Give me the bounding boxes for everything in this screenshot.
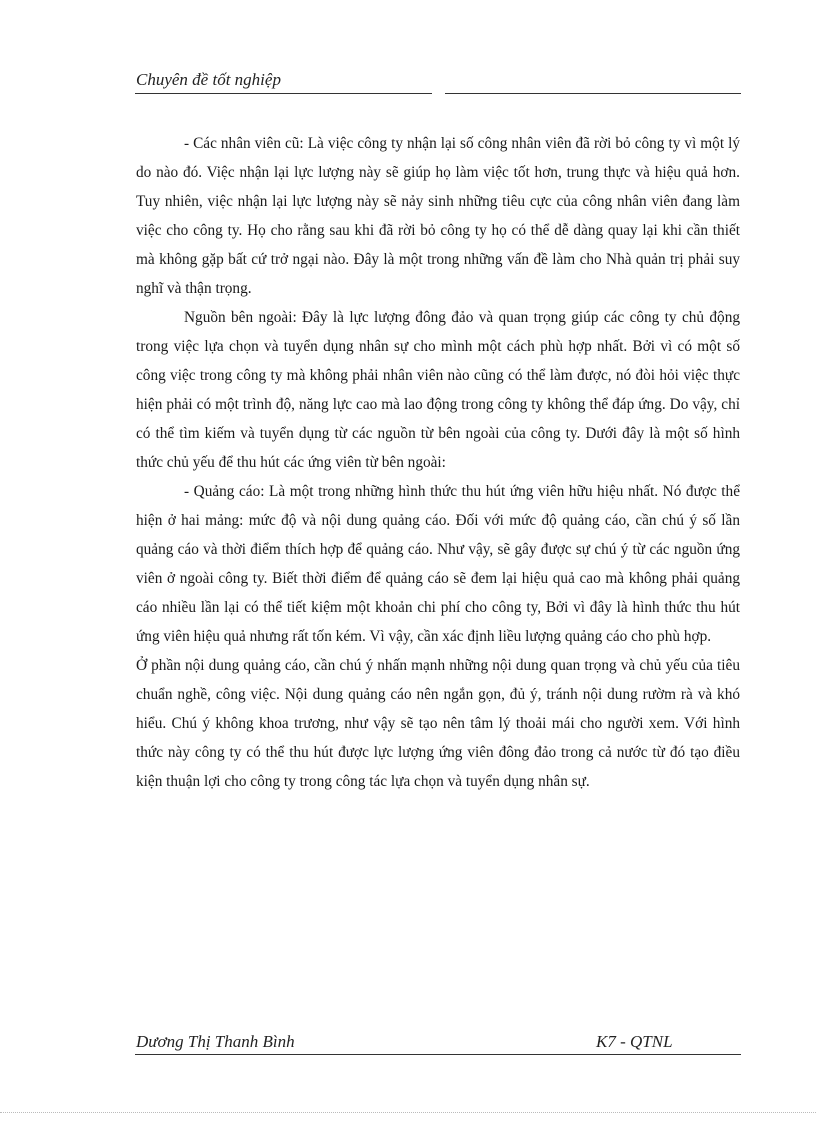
footer-author: Dương Thị Thanh Bình — [136, 1032, 295, 1051]
paragraph-ad-content: Ở phần nội dung quảng cáo, cần chú ý nhấn mạnh những nội dung quan trọng và chủ yếu của tiêu chuẩn nghề, công việc. Nội dung quảng cáo nên ngắn gọn, đủ ý, tránh nội dung rườm rà và khó hiểu. Chú ý không khoa trương, như vậy sẽ tạo nên tâm lý thoải mái cho người xem. Với hình thức này công ty có thể thu hút được lực lượng ứng viên đông đảo trong cả nước từ đó tạo điều kiện thuận lợi cho công ty trong công tác lựa chọn và tuyển dụng nhân sự. — [136, 657, 740, 790]
header-rule-right — [445, 93, 741, 94]
footer-class-code: K7 - QTNL — [596, 1032, 673, 1051]
paragraph-external-sources: Nguồn bên ngoài: Đây là lực lượng đông đảo và quan trọng giúp các công ty chủ động trong việc lựa chọn và tuyển dụng nhân sự cho mình một cách phù hợp nhất. Bởi vì có một số công việc trong công ty mà không phải nhân viên nào cũng có thể làm được, nó đòi hỏi việc thực hiện phải có một trình độ, năng lực cao mà lao động trong công ty không thể đáp ứng. Do vậy, chỉ có thể tìm kiếm và tuyển dụng từ các nguồn từ bên ngoài của công ty. Dưới đây là một số hình thức chủ yếu để thu hút các ứng viên từ bên ngoài: — [136, 309, 740, 471]
paragraph-advertising: - Quảng cáo: Là một trong những hình thức thu hút ứng viên hữu hiệu nhất. Nó được thể hiện ở hai mảng: mức độ và nội dung quảng cáo. Đối với mức độ quảng cáo, cần chú ý số lần quảng cáo và thời điểm thích hợp để quảng cáo. Như vậy, sẽ gây được sự chú ý từ các nguồn ứng viên ở ngoài công ty. Biết thời điểm để quảng cáo sẽ đem lại hiệu quả cao mà không phải quảng cáo nhiều lần lại có thể tiết kiệm một khoản chi phí cho công ty, Bởi vì đây là hình thức thu hút ứng viên hiệu quả nhưng rất tốn kém. Vì vậy, cần xác định liều lượng quảng cáo cho phù hợp. — [136, 483, 740, 645]
footer-rule — [135, 1054, 741, 1055]
paragraph-former-employees: - Các nhân viên cũ: Là việc công ty nhận lại số công nhân viên đã rời bỏ công ty vì một lý do nào đó. Việc nhận lại lực lượng này sẽ giúp họ làm việc tốt hơn, trung thực và hiệu quả hơn. Tuy nhiên, việc nhận lại lực lượng này sẽ nảy sinh những tiêu cực của công nhân viên đang làm việc cho công ty. Họ cho rằng sau khi đã rời bỏ công ty họ có thể dễ dàng quay lại khi cần thiết mà không gặp bất cứ trở ngại nào. Đây là một trong những vấn đề làm cho Nhà quản trị phải suy nghĩ và thận trọng. — [136, 135, 740, 297]
body-text — [136, 129, 740, 796]
page-bottom-dotted-border — [0, 1112, 816, 1113]
header-title: Chuyên đề tốt nghiệp — [136, 70, 281, 89]
header-rule-left — [135, 93, 432, 94]
